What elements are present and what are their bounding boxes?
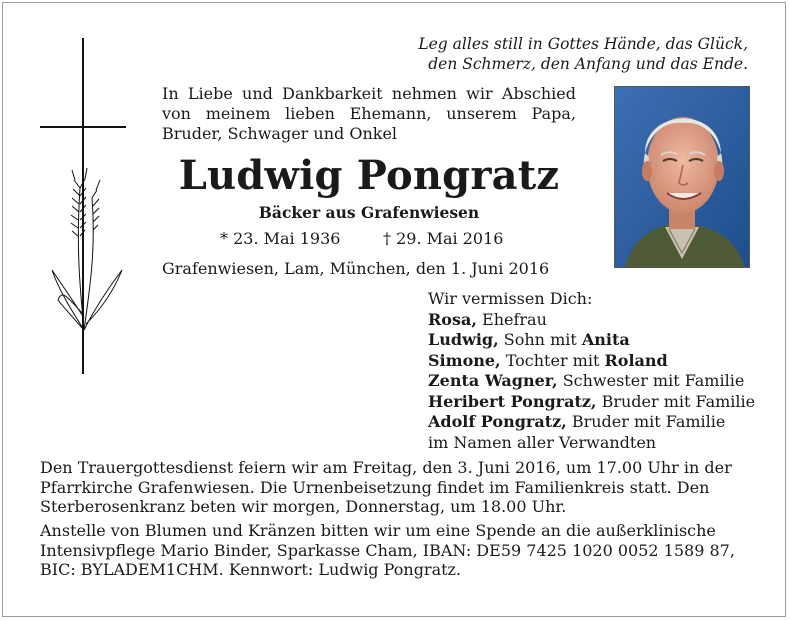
mourners-closing: im Namen aller Verwandten	[428, 432, 657, 452]
donation-paragraph	[40, 521, 750, 580]
motto-line: Leg alles still in Gottes Hände, das Glück,	[418, 35, 748, 53]
mourners-heading: Wir vermissen Dich:	[428, 289, 593, 308]
donation-line: BIC: BYLADEM1CHM. Kennwort: Ludwig Pongratz.	[40, 560, 462, 579]
donation-line: Intensivpflege Mario Binder, Sparkasse Cham, IBAN: DE59 7425 1020 0052 1589 87,	[40, 540, 735, 560]
intro-line: Bruder, Schwager und Onkel	[162, 124, 398, 143]
list-item: Simone, Tochter mit Roland	[428, 350, 668, 370]
list-item: Heribert Pongratz, Bruder mit Familie	[428, 391, 756, 411]
list-item: Adolf Pongratz, Bruder mit Familie	[428, 412, 726, 431]
deceased-profession: Bäcker aus Grafenwiesen	[258, 203, 480, 222]
list-item: Ludwig, Sohn mit Anita	[428, 330, 630, 349]
birth-date: * 23. Mai 1936	[220, 229, 341, 248]
donation-line: Anstelle von Blumen und Kränzen bitten wir um eine Spende an die außerklinische	[40, 521, 716, 540]
cross-with-wheat-icon	[40, 38, 130, 378]
motto-verse	[406, 34, 748, 74]
place-and-date: Grafenwiesen, Lam, München, den 1. Juni 2016	[162, 259, 550, 278]
deceased-name: Ludwig Pongratz	[178, 152, 560, 199]
motto-line: den Schmerz, den Anfang und das Ende.	[428, 55, 748, 73]
service-line: Sterberosenkranz beten wir morgen, Donnerstag, um 18.00 Uhr.	[40, 497, 567, 516]
mourners-list	[428, 289, 768, 453]
service-line: Pfarrkirche Grafenwiesen. Die Urnenbeisetzung findet im Familienkreis statt. Den	[40, 477, 710, 497]
service-paragraph	[40, 458, 750, 517]
service-line: Den Trauergottesdienst feiern wir am Freitag, den 3. Juni 2016, um 17.00 Uhr in der	[40, 458, 732, 477]
list-item: Zenta Wagner, Schwester mit Familie	[428, 371, 745, 390]
list-item: Rosa, Ehefrau	[428, 309, 547, 329]
intro-text	[162, 84, 576, 144]
portrait-photo	[614, 86, 750, 268]
intro-line: In Liebe und Dankbarkeit nehmen wir Abschied	[162, 84, 576, 103]
death-date: † 29. Mai 2016	[383, 229, 504, 248]
intro-line: von meinem lieben Ehemann, unserem Papa,	[162, 104, 576, 123]
